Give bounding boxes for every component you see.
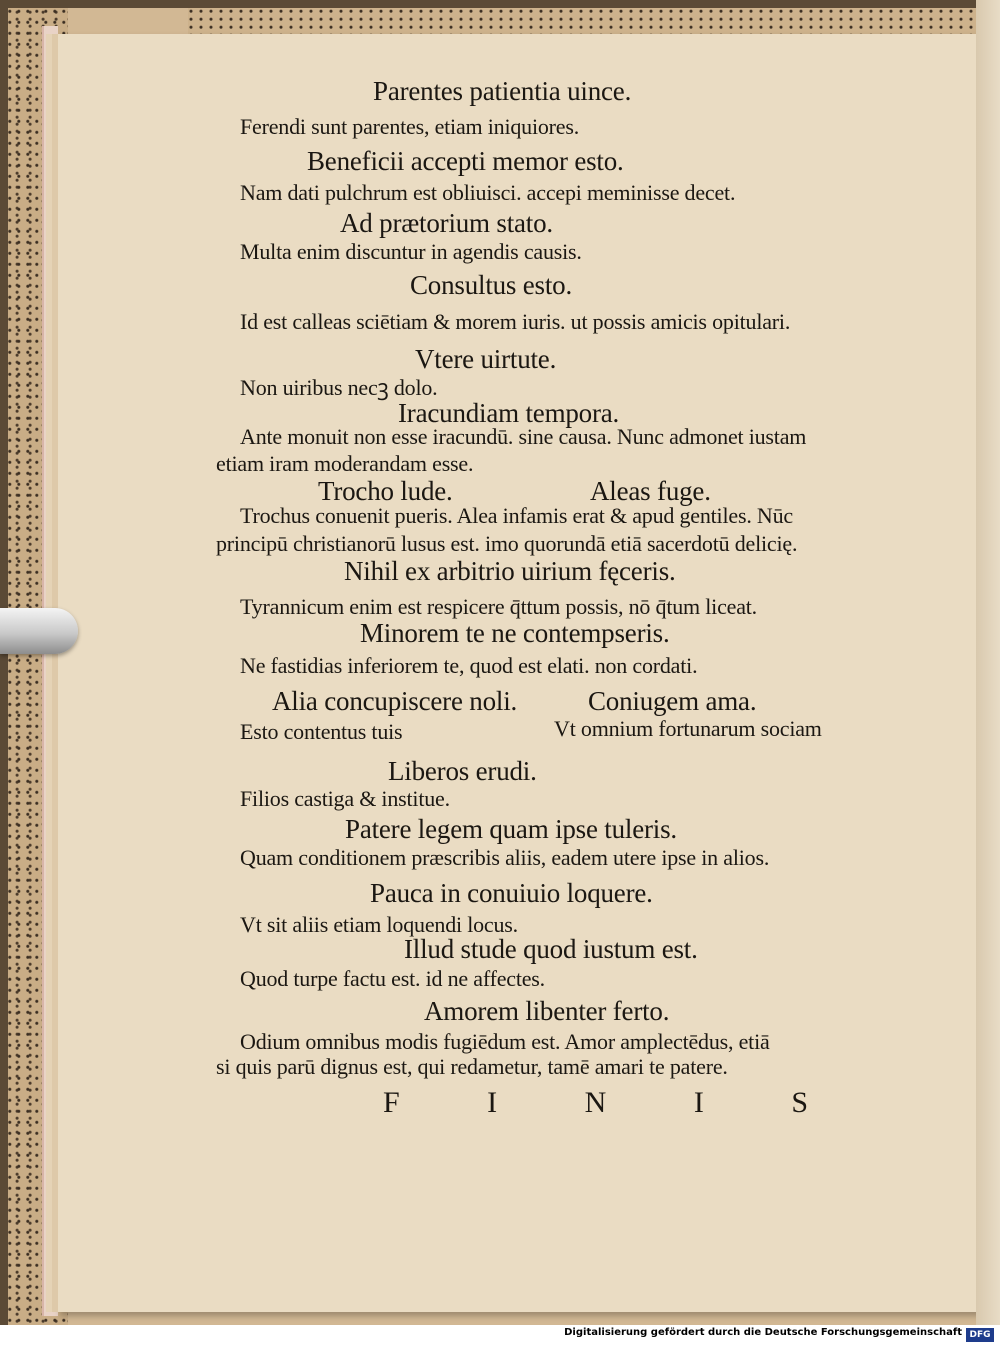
heading-line: Amorem libenter ferto. (424, 996, 670, 1026)
body-line: Quod turpe factu est. id ne affectes. (240, 966, 545, 991)
body-line: Tyrannicum enim est respicere q̄ttum possis, nō q̄tum liceat. (240, 594, 757, 619)
heading-line: Vtere uirtute. (415, 344, 557, 374)
heading-line: Parentes patientia uince. (373, 76, 632, 106)
heading-line: Aleas fuge. (590, 476, 711, 506)
body-line: Filios castiga & institue. (240, 786, 450, 811)
finis-line: F I N I S (383, 1086, 849, 1119)
body-line: Id est calleas sciētiam & morem iuris. ut possis amicis opitulari. (240, 309, 791, 334)
digitization-footer (0, 1325, 1000, 1345)
body-line: Ne fastidias inferiorem te, quod est elati. non cordati. (240, 653, 698, 678)
heading-line: Ad prætorium stato. (340, 208, 553, 238)
body-line: Nam dati pulchrum est obliuisci. accepi meminisse decet. (240, 180, 736, 205)
body-line: Esto contentus tuis (240, 719, 403, 744)
body-line: si quis parū dignus est, qui redametur, tamē amari te patere. (216, 1054, 728, 1079)
heading-line: Iracundiam tempora. (398, 398, 620, 428)
body-line: Multa enim discuntur in agendis causis. (240, 239, 582, 264)
heading-line: Minorem te ne contempseris. (360, 618, 670, 648)
body-line: Ante monuit non esse iracundū. sine causa. Nunc admonet iustam (240, 424, 807, 449)
body-line: Non uiribus necꝫ dolo. (240, 375, 438, 400)
heading-line: Patere legem quam ipse tuleris. (345, 814, 677, 844)
heading-line: Pauca in conuiuio loquere. (370, 878, 653, 908)
body-line: Quam conditionem præscribis aliis, eadem utere ipse in alios. (240, 845, 770, 870)
body-line: principū christianorū lusus est. imo quorundā etiā sacerdotū delicię. (216, 531, 798, 556)
dfg-logo: DFG (966, 1328, 994, 1342)
heading-line: Beneficii accepti memor esto. (307, 146, 624, 176)
body-line: etiam iram moderandam esse. (216, 451, 474, 476)
heading-line: Liberos erudi. (388, 756, 537, 786)
body-line: Trochus conuenit pueris. Alea infamis erat & apud gentiles. Nūc (240, 503, 793, 528)
heading-line: Nihil ex arbitrio uirium fęceris. (344, 556, 676, 586)
heading-line: Illud stude quod iustum est. (404, 934, 698, 964)
heading-line: Trocho lude. (318, 476, 453, 506)
body-line: Ferendi sunt parentes, etiam iniquiores. (240, 114, 580, 139)
footer-credit: Digitalisierung gefördert durch die Deutsche Forschungsgemeinschaft (564, 1327, 962, 1338)
heading-line: Consultus esto. (410, 270, 573, 300)
body-line: Odium omnibus modis fugiēdum est. Amor amplectēdus, etiā (240, 1029, 770, 1054)
heading-line: Alia concupiscere noli. (272, 686, 518, 716)
heading-line: Coniugem ama. (588, 686, 757, 716)
body-line: Vt sit aliis etiam loquendi locus. (240, 912, 518, 937)
body-line: Vt omnium fortunarum sociam (554, 716, 822, 741)
